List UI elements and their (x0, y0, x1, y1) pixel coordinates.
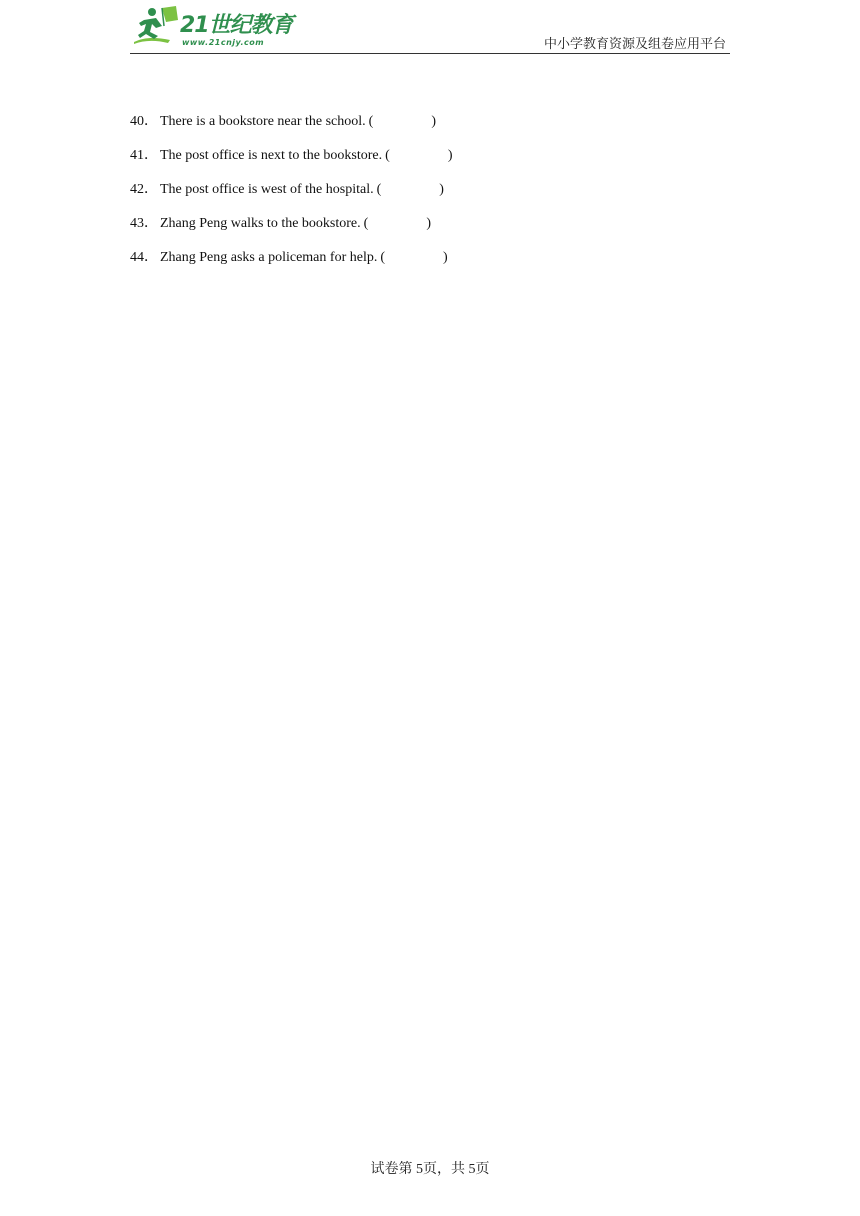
question-number: 42． (130, 182, 158, 197)
answer-close-paren: ) (443, 250, 448, 265)
question-text: Zhang Peng asks a policeman for help. (160, 250, 378, 265)
question-text: The post office is west of the hospital. (160, 182, 374, 197)
question-number: 44． (130, 250, 158, 265)
runner-icon (130, 4, 182, 48)
page-header (130, 0, 730, 56)
question-item (130, 112, 730, 146)
answer-open-paren: ( (380, 250, 385, 265)
logo-url-text: www.21cnjy.com (182, 38, 265, 47)
answer-close-paren: ) (426, 216, 431, 231)
question-list (130, 112, 730, 282)
platform-name: 中小学教育资源及组卷应用平台 (543, 36, 726, 51)
logo-brand-text: 21世纪教育 (180, 13, 293, 38)
answer-open-paren: ( (385, 148, 390, 163)
site-logo[interactable] (130, 4, 305, 48)
question-item (130, 214, 730, 248)
question-item (130, 180, 730, 214)
answer-close-paren: ) (447, 148, 453, 163)
question-number: 43． (130, 216, 158, 231)
question-text: There is a bookstore near the school. (160, 114, 366, 129)
answer-open-paren: ( (363, 216, 369, 231)
question-text: The post office is next to the bookstore. (160, 148, 383, 163)
answer-open-paren: ( (376, 182, 382, 197)
question-item (130, 248, 730, 282)
question-item (130, 146, 730, 180)
answer-close-paren: ) (431, 114, 436, 129)
answer-close-paren: ) (439, 182, 444, 197)
question-number: 40． (130, 114, 158, 129)
page-footer: 试卷第 5页，共 5页 (370, 1162, 490, 1177)
header-divider (130, 53, 730, 54)
answer-open-paren: ( (368, 114, 374, 129)
question-number: 41． (130, 148, 158, 163)
question-text: Zhang Peng walks to the bookstore. (160, 216, 361, 231)
